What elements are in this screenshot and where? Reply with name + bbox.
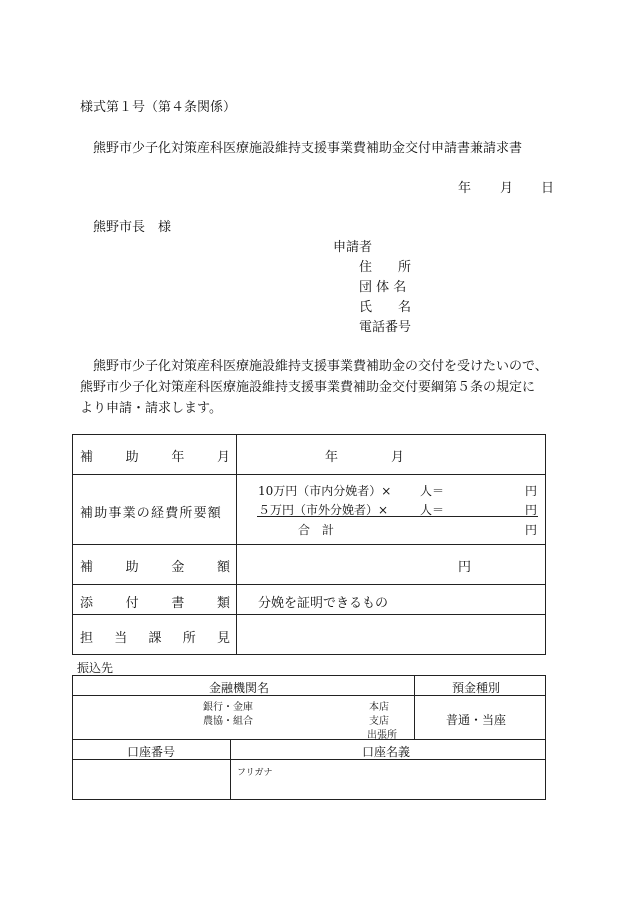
bank-header: 金融機関名 [209, 681, 270, 695]
addressee: 熊野市長 様 [93, 220, 172, 235]
expense-line2-people[interactable]: 人＝ [420, 503, 445, 517]
date-day: 日 [541, 181, 555, 196]
expense-total-label: 合 計 [298, 523, 335, 537]
branch-main[interactable]: 本店 [369, 702, 389, 713]
bank-type-1[interactable]: 銀行・金庫 [203, 702, 253, 713]
date-month: 月 [500, 181, 514, 196]
body-line-2: 熊野市少子化対策産科医療施設維持支援事業費補助金交付要綱第５条の規定に [80, 380, 536, 395]
subsidy-year-field[interactable]: 年 [325, 450, 339, 465]
expense-line2-unit: 円 [525, 503, 538, 517]
label-subsidy-year-month: 補 助 年 月 [80, 450, 230, 465]
expense-line1-unit: 円 [525, 484, 538, 498]
form-title: 熊野市少子化対策産科医療施設維持支援事業費補助金交付申請書兼請求書 [93, 141, 523, 156]
account-name-header: 口座名義 [362, 745, 411, 759]
bank-type-2[interactable]: 農協・組合 [203, 716, 253, 727]
account-number-header: 口座番号 [127, 745, 176, 759]
applicant-header: 申請者 [333, 240, 373, 255]
attachments-value: 分娩を証明できるもの [258, 596, 389, 611]
body-line-1: 熊野市少子化対策産科医療施設維持支援事業費補助金の交付を受けたいので、 [93, 359, 548, 374]
account-name-field[interactable] [234, 762, 542, 796]
form-number: 様式第１号（第４条関係） [80, 100, 237, 115]
applicant-org-label: 団 体 名 [359, 280, 407, 295]
subsidy-amount-field[interactable]: 円 [458, 560, 472, 575]
applicant-name-label: 氏 名 [359, 300, 412, 315]
account-number-field[interactable] [76, 762, 226, 796]
expense-line1-desc: 10万円（市内分娩者）× [258, 484, 392, 498]
department-opinion-field[interactable] [240, 618, 542, 651]
applicant-address-label: 住 所 [359, 260, 412, 275]
expense-line1-people[interactable]: 人＝ [420, 484, 445, 498]
label-attachments: 添 付 書 類 [80, 596, 230, 611]
branch-office[interactable]: 出張所 [367, 730, 397, 741]
expense-total-unit[interactable]: 円 [525, 523, 538, 537]
expense-sum-line [257, 516, 538, 517]
body-line-3: より申請・請求します。 [80, 401, 222, 416]
date-year: 年 [458, 181, 472, 196]
label-department-opinion: 担 当 課 所 見 [80, 631, 230, 646]
subsidy-month-field[interactable]: 月 [391, 450, 405, 465]
label-expense: 補助事業の経費所要額 [80, 506, 223, 521]
applicant-phone-label: 電話番号 [359, 320, 412, 335]
deposit-type-options[interactable]: 普通・当座 [446, 713, 507, 727]
furigana-label: フリガナ [237, 768, 273, 778]
expense-line2-desc: ５万円（市外分娩者）× [258, 503, 389, 517]
branch-branch[interactable]: 支店 [369, 716, 389, 727]
transfer-header: 振込先 [77, 661, 114, 675]
label-subsidy-amount: 補 助 金 額 [80, 560, 230, 575]
deposit-type-header: 預金種別 [452, 681, 501, 695]
